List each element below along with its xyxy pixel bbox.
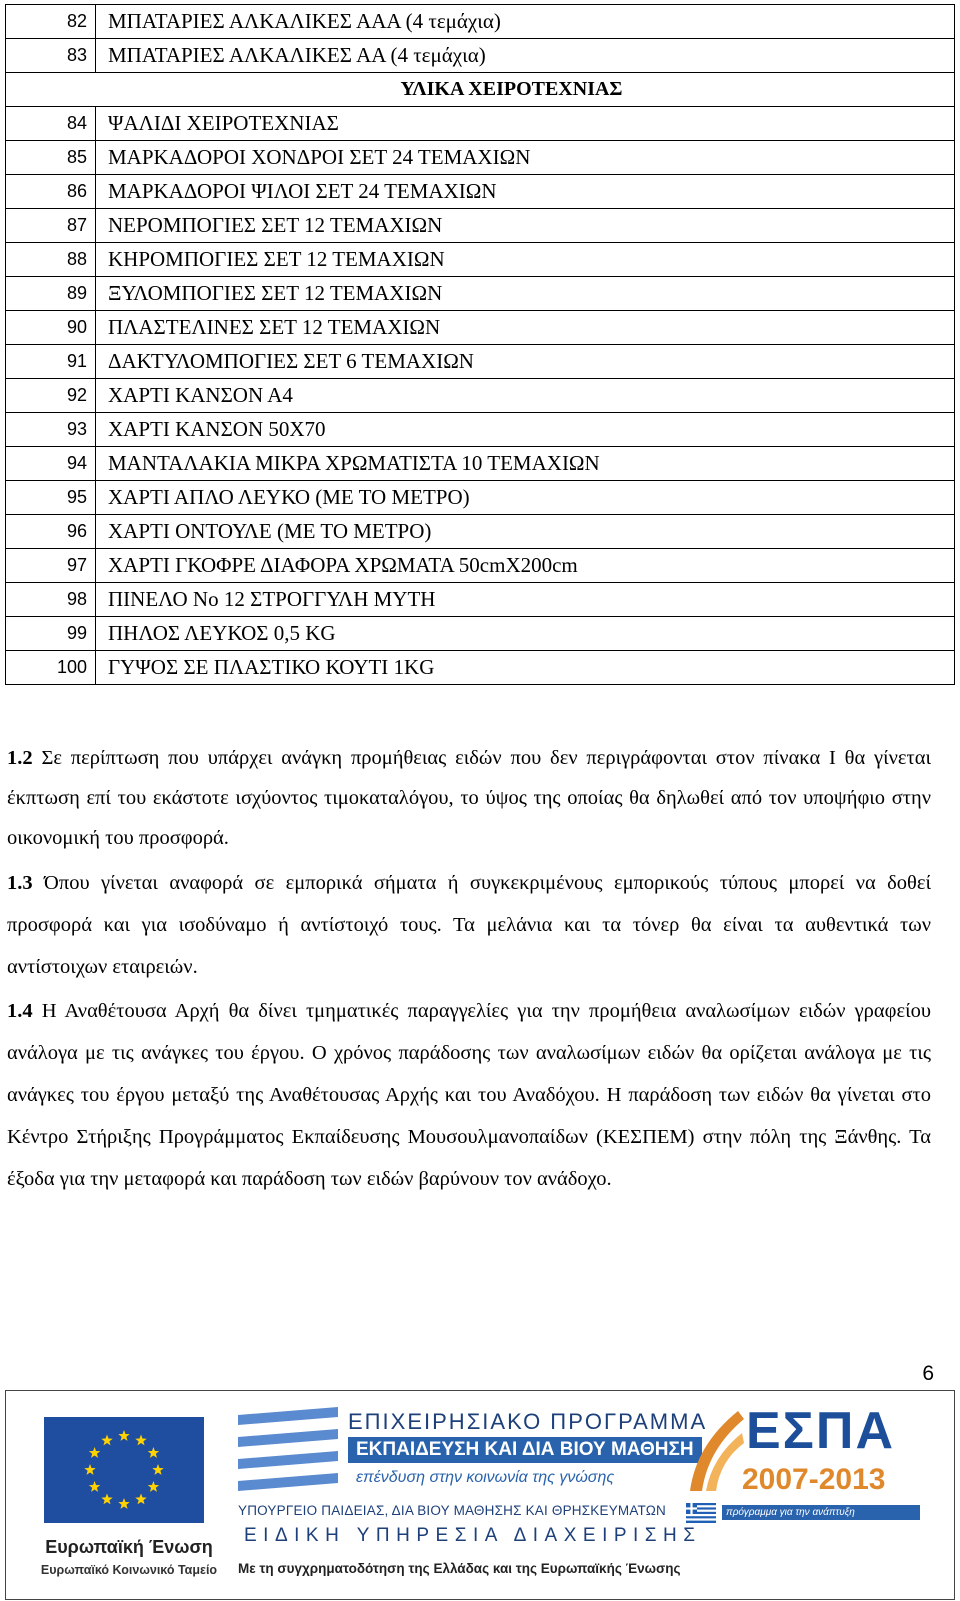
item-number: 87: [6, 209, 96, 243]
section-row: [6, 73, 955, 107]
item-number: 98: [6, 583, 96, 617]
eu-star-icon: [135, 1435, 146, 1446]
item-description: ΧΑΡΤΙ ΚΑΝΣΟΝ 50Χ70: [96, 413, 955, 447]
eu-star-icon: [101, 1435, 112, 1446]
eu-logo: [24, 1407, 224, 1587]
eu-star-icon: [118, 1498, 129, 1509]
eu-star-icon: [135, 1493, 146, 1504]
footer-logos: [5, 1390, 955, 1600]
section-title: ΥΛΙΚΑ ΧΕΙΡΟΤΕΧΝΙΑΣ: [96, 73, 955, 107]
paragraph-number: 1.4: [7, 1000, 33, 1022]
op-slogan: επένδυση στην κοινωνία της γνώσης: [356, 1469, 615, 1486]
item-description: ΜΑΝΤΑΛΑΚΙΑ ΜΙΚΡΑ ΧΡΩΜΑΤΙΣΤΑ 10 ΤΕΜΑΧΙΩΝ: [96, 447, 955, 481]
eu-flag-icon: [44, 1417, 204, 1523]
item-description: ΜΠΑΤΑΡΙΕΣ ΑΛΚΑΛΙΚΕΣ ΑΑΑ (4 τεμάχια): [96, 5, 955, 39]
item-description: ΜΠΑΤΑΡΙΕΣ ΑΛΚΑΛΙΚΕΣ ΑΑ (4 τεμάχια): [96, 39, 955, 73]
table-row: [6, 481, 955, 515]
table-row: [6, 447, 955, 481]
item-number: 100: [6, 651, 96, 685]
item-number: 89: [6, 277, 96, 311]
eu-fund: Ευρωπαϊκό Κοινωνικό Ταμείο: [40, 1563, 218, 1577]
item-number: 86: [6, 175, 96, 209]
eu-star-icon: [101, 1493, 112, 1504]
item-number: 90: [6, 311, 96, 345]
table-row: [6, 5, 955, 39]
table-row: [6, 141, 955, 175]
item-number: 91: [6, 345, 96, 379]
op-title: ΕΠΙΧΕΙΡΗΣΙΑΚΟ ΠΡΟΓΡΑΜΜΑ: [348, 1409, 708, 1434]
espa-logo: [686, 1401, 936, 1591]
table-row: [6, 617, 955, 651]
espa-tagline: πρόγραμμα για την ανάπτυξη: [722, 1505, 920, 1520]
items-table-body: [6, 5, 955, 685]
item-description: ΜΑΡΚΑΔΟΡΟΙ ΧΟΝΔΡΟΙ ΣΕΤ 24 ΤΕΜΑΧΙΩΝ: [96, 141, 955, 175]
item-number: 83: [6, 39, 96, 73]
item-number: 85: [6, 141, 96, 175]
table-row: [6, 515, 955, 549]
table-row: [6, 345, 955, 379]
item-number: 88: [6, 243, 96, 277]
item-number: 94: [6, 447, 96, 481]
eu-star-icon: [89, 1481, 100, 1492]
item-description: ΚΗΡΟΜΠΟΓΙΕΣ ΣΕΤ 12 ΤΕΜΑΧΙΩΝ: [96, 243, 955, 277]
paragraph-1-3: [7, 862, 931, 988]
table-row: [6, 243, 955, 277]
item-number: 96: [6, 515, 96, 549]
table-row: [6, 39, 955, 73]
greek-flag-icon: [686, 1503, 716, 1523]
table-row: [6, 379, 955, 413]
table-row: [6, 651, 955, 685]
item-number: 97: [6, 549, 96, 583]
paragraph-1-2: [7, 738, 931, 858]
table-row: [6, 311, 955, 345]
stripes-flag-icon: [238, 1407, 338, 1491]
eu-star-icon: [89, 1447, 100, 1458]
item-description: ΧΑΡΤΙ ΟΝΤΟΥΛΕ (ΜΕ ΤΟ ΜΕΤΡΟ): [96, 515, 955, 549]
espa-arrow-icon: [686, 1405, 746, 1495]
espa-title: ΕΣΠΑ: [746, 1402, 895, 1460]
eu-star-icon: [148, 1481, 159, 1492]
table-row: [6, 413, 955, 447]
item-description: ΠΛΑΣΤΕΛΙΝΕΣ ΣΕΤ 12 ΤΕΜΑΧΙΩΝ: [96, 311, 955, 345]
table-row: [6, 583, 955, 617]
ministry-name: ΥΠΟΥΡΓΕΙΟ ΠΑΙΔΕΙΑΣ, ΔΙΑ ΒΙΟΥ ΜΑΘΗΣΗΣ ΚΑΙ ΘΡΗΣΚΕΥΜΑΤΩΝ: [238, 1503, 666, 1518]
item-number: 84: [6, 107, 96, 141]
item-number: 82: [6, 5, 96, 39]
item-description: ΧΑΡΤΙ ΚΑΝΣΟΝ Α4: [96, 379, 955, 413]
paragraph-text: Όπου γίνεται αναφορά σε εμπορικά σήματα ή συγκεκριμένους εμπορικούς τύπους μπορεί να δοθεί προσφορά και για ισοδύναμο ή αντίστοιχό τους. Τα μελάνια και τα τόνερ θα είναι τα αυθεντικά των αντίστοιχων εταιρειών.: [7, 872, 931, 978]
page-number: 6: [922, 1362, 934, 1385]
paragraph-text: Η Αναθέτουσα Αρχή θα δίνει τμηματικές παραγγελίες για την προμήθεια αναλωσίμων ειδών γραφείου ανάλογα με τις ανάγκες του έργου. Ο χρόνος παράδοσης των αναλωσίμων ειδών θα ορίζεται ανάλογα με τις ανάγκες του έργου μεταξύ της Αναθέτουσας Αρχής και του Αναδόχου. Η παράδοση των ειδών θα γίνεται στο Κέντρο Στήριξης Προγράμματος Εκπαίδευσης Μουσουλμανοπαίδων (ΚΕΣΠΕΜ) στην πόλη της Ξάνθης. Τα έξοδα για την μεταφορά και παράδοση των ειδών βαρύνουν τον ανάδοχο.: [7, 1000, 931, 1190]
paragraph-1-4: [7, 990, 931, 1200]
table-row: [6, 549, 955, 583]
eu-star-icon: [148, 1447, 159, 1458]
item-description: ΠΙΝΕΛΟ Νο 12 ΣΤΡΟΓΓΥΛΗ ΜΥΤΗ: [96, 583, 955, 617]
table-row: [6, 175, 955, 209]
item-description: ΓΥΨΟΣ ΣΕ ΠΛΑΣΤΙΚΟ ΚΟΥΤΙ 1KG: [96, 651, 955, 685]
paragraph-number: 1.3: [7, 872, 33, 894]
item-number: 95: [6, 481, 96, 515]
item-description: ΧΑΡΤΙ ΓΚΟΦΡΕ ΔΙΑΦΟΡΑ ΧΡΩΜΑΤΑ 50cmX200cm: [96, 549, 955, 583]
item-description: ΜΑΡΚΑΔΟΡΟΙ ΨΙΛΟΙ ΣΕΤ 24 ΤΕΜΑΧΙΩΝ: [96, 175, 955, 209]
eu-star-icon: [118, 1430, 129, 1441]
managing-service: ΕΙΔΙΚΗ ΥΠΗΡΕΣΙΑ ΔΙΑΧΕΙΡΙΣΗΣ: [244, 1525, 702, 1546]
table-row: [6, 107, 955, 141]
operational-programme-logo: [238, 1397, 708, 1597]
item-description: ΞΥΛΟΜΠΟΓΙΕΣ ΣΕΤ 12 ΤΕΜΑΧΙΩΝ: [96, 277, 955, 311]
item-description: ΠΗΛΟΣ ΛΕΥΚΟΣ 0,5 KG: [96, 617, 955, 651]
item-number: [6, 73, 96, 107]
paragraph-number: 1.2: [7, 747, 33, 769]
item-description: ΝΕΡΟΜΠΟΓΙΕΣ ΣΕΤ 12 ΤΕΜΑΧΙΩΝ: [96, 209, 955, 243]
item-number: 92: [6, 379, 96, 413]
table-row: [6, 277, 955, 311]
eu-star-icon: [152, 1464, 163, 1475]
eu-star-icon: [84, 1464, 95, 1475]
paragraph-text: Σε περίπτωση που υπάρχει ανάγκη προμήθειας ειδών που δεν περιγράφονται στον πίνακα Ι θα γίνεται έκπτωση επί του εκάστοτε ισχύοντος τιμοκαταλόγου, το ύψος της οποίας θα δηλωθεί από τον υποψήφιο στην οικονομική του προσφορά.: [7, 747, 931, 849]
item-number: 99: [6, 617, 96, 651]
op-subtitle: ΕΚΠΑΙΔΕΥΣΗ ΚΑΙ ΔΙΑ ΒΙΟΥ ΜΑΘΗΣΗ: [348, 1437, 702, 1463]
item-description: ΨΑΛΙΔΙ ΧΕΙΡΟΤΕΧΝΙΑΣ: [96, 107, 955, 141]
item-number: 93: [6, 413, 96, 447]
item-description: ΧΑΡΤΙ ΑΠΛΟ ΛΕΥΚΟ (ΜΕ ΤΟ ΜΕΤΡΟ): [96, 481, 955, 515]
eu-name: Ευρωπαϊκή Ένωση: [45, 1537, 213, 1557]
item-description: ΔΑΚΤΥΛΟΜΠΟΓΙΕΣ ΣΕΤ 6 ΤΕΜΑΧΙΩΝ: [96, 345, 955, 379]
items-table: [5, 4, 955, 685]
table-row: [6, 209, 955, 243]
cofunding-note: Με τη συγχρηματοδότηση της Ελλάδας και της Ευρωπαϊκής Ένωσης: [238, 1561, 681, 1576]
espa-years: 2007-2013: [742, 1463, 886, 1496]
